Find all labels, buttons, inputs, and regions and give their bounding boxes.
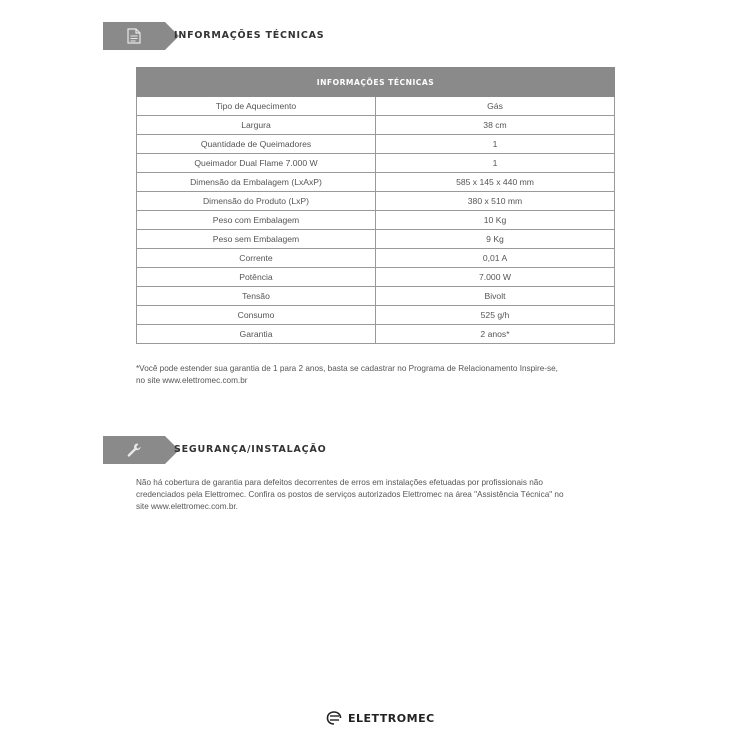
brand-name: ELETTROMEC xyxy=(348,711,435,725)
row-label: Corrente xyxy=(137,249,376,268)
row-value: 38 cm xyxy=(376,116,615,135)
warranty-note xyxy=(136,363,558,387)
warranty-note-line: *Você pode estender sua garantia de 1 para 2 anos, basta se cadastrar no Programa de Relacionamento Inspire-se, xyxy=(136,364,558,373)
warranty-note-line: no site www.elettromec.com.br xyxy=(136,376,248,385)
row-value: 9 Kg xyxy=(376,230,615,249)
row-value: Bivolt xyxy=(376,287,615,306)
row-label: Largura xyxy=(137,116,376,135)
row-label: Dimensão da Embalagem (LxAxP) xyxy=(137,173,376,192)
section-tab-safety-installation xyxy=(103,436,165,464)
row-label: Potência xyxy=(137,268,376,287)
table-row xyxy=(137,173,615,192)
row-label: Tensão xyxy=(137,287,376,306)
table-row xyxy=(137,192,615,211)
row-label: Tipo de Aquecimento xyxy=(137,97,376,116)
table-row xyxy=(137,116,615,135)
specs-table xyxy=(136,67,615,344)
installation-note-line: credenciados pela Elettromec. Confira os postos de serviços autorizados Elettromec na área "Assistência Técnica" no xyxy=(136,490,564,499)
table-row xyxy=(137,211,615,230)
installation-note-line: Não há cobertura de garantia para defeitos decorrentes de erros em instalações efetuadas por profissionais não xyxy=(136,478,543,487)
wrench-icon xyxy=(126,442,142,458)
section-title-safety-installation: SEGURANÇA/INSTALAÇÃO xyxy=(174,444,327,455)
table-row xyxy=(137,325,615,344)
row-value: 1 xyxy=(376,154,615,173)
table-header: INFORMAÇÕES TÉCNICAS xyxy=(137,68,615,97)
table-row xyxy=(137,268,615,287)
installation-note-line: site www.elettromec.com.br. xyxy=(136,502,238,511)
row-value: 525 g/h xyxy=(376,306,615,325)
row-value: 7.000 W xyxy=(376,268,615,287)
row-label: Consumo xyxy=(137,306,376,325)
row-label: Dimensão do Produto (LxP) xyxy=(137,192,376,211)
table-header-row xyxy=(137,68,615,97)
row-value: 2 anos* xyxy=(376,325,615,344)
section-title-technical-info: INFORMAÇÕES TÉCNICAS xyxy=(174,30,325,41)
table-row xyxy=(137,287,615,306)
row-value: 10 Kg xyxy=(376,211,615,230)
table-row xyxy=(137,135,615,154)
document-icon xyxy=(127,28,141,44)
table-row xyxy=(137,306,615,325)
table-row xyxy=(137,230,615,249)
row-value: 585 x 145 x 440 mm xyxy=(376,173,615,192)
row-label: Garantia xyxy=(137,325,376,344)
table-row xyxy=(137,154,615,173)
row-value: Gás xyxy=(376,97,615,116)
row-label: Peso com Embalagem xyxy=(137,211,376,230)
row-value: 380 x 510 mm xyxy=(376,192,615,211)
footer-logo xyxy=(326,711,435,725)
row-label: Queimador Dual Flame 7.000 W xyxy=(137,154,376,173)
section-tab-technical-info xyxy=(103,22,165,50)
row-label: Peso sem Embalagem xyxy=(137,230,376,249)
row-value: 0,01 A xyxy=(376,249,615,268)
row-label: Quantidade de Queimadores xyxy=(137,135,376,154)
row-value: 1 xyxy=(376,135,615,154)
table-row xyxy=(137,249,615,268)
installation-note xyxy=(136,477,564,513)
elettromec-logo-icon xyxy=(326,711,342,725)
table-row xyxy=(137,97,615,116)
